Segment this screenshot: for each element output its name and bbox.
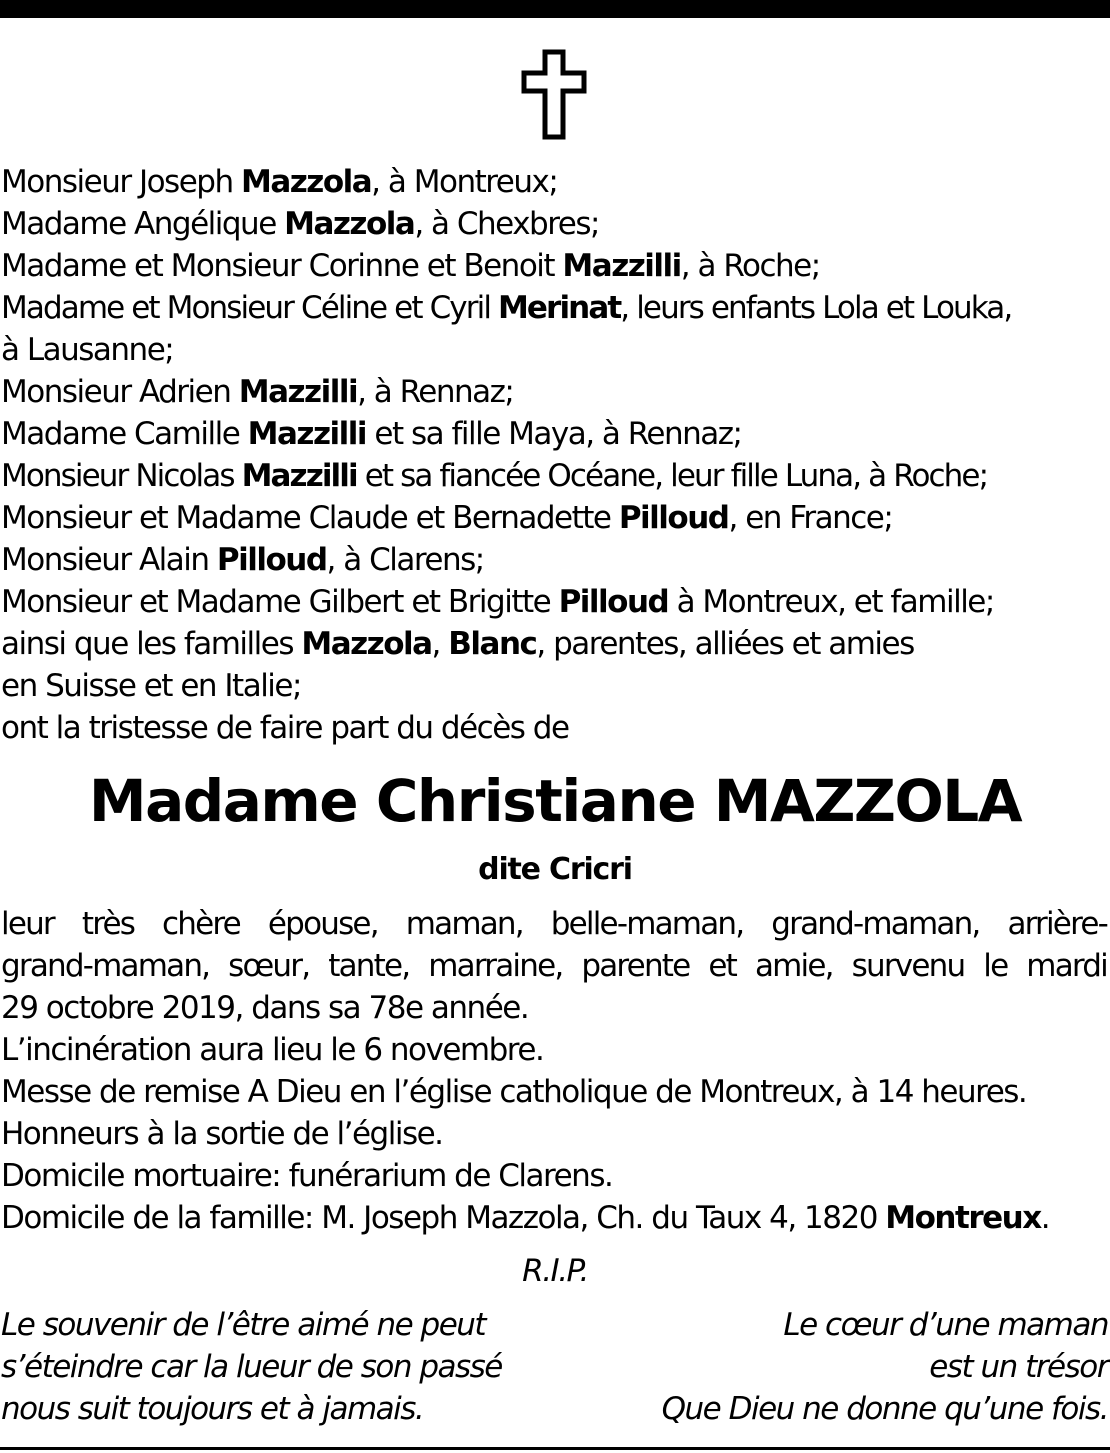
family-surname: Mazzola bbox=[240, 164, 372, 200]
family-line-text: Monsieur et Madame Gilbert et Brigitte bbox=[1, 584, 559, 620]
latin-cross-icon bbox=[521, 49, 587, 140]
body-line: grand-maman, sœur, tante, marraine, parente et amie, survenu le mardi bbox=[1, 948, 1107, 984]
poem-right-line: Que Dieu ne donne qu’une fois. bbox=[661, 1391, 1108, 1427]
poem-left-line: nous suit toujours et à jamais. bbox=[1, 1391, 424, 1427]
family-line-text: Madame Angélique bbox=[1, 206, 285, 242]
family-line-text: ainsi que les familles bbox=[1, 626, 302, 662]
family-line-text: , parentes, alliées et amies bbox=[536, 626, 914, 662]
deceased-nickname: dite Cricri bbox=[478, 852, 632, 887]
mortuary-line: Domicile mortuaire: funérarium de Clarens. bbox=[1, 1158, 613, 1194]
family-surname: Blanc bbox=[448, 626, 537, 662]
family-surname: Mazzilli bbox=[238, 374, 358, 410]
family-line-text: Madame Camille bbox=[1, 416, 248, 452]
bottom-rule bbox=[0, 1447, 1110, 1450]
family-surname: Merinat bbox=[497, 290, 621, 326]
family-line-text: Monsieur Adrien bbox=[1, 374, 239, 410]
family-line-text: et sa fiancée Océane, leur fille Luna, à Roche; bbox=[356, 458, 988, 494]
family-line bbox=[1, 371, 513, 413]
poem-right bbox=[662, 1304, 1108, 1430]
family-line bbox=[1, 455, 987, 497]
honours-line: Honneurs à la sortie de l’église. bbox=[1, 1116, 443, 1152]
family-line-text: , à Roche; bbox=[680, 248, 820, 284]
family-line bbox=[1, 539, 484, 581]
family-line-text: et sa fille Maya, à Rennaz; bbox=[366, 416, 742, 452]
body-line: leur très chère épouse, maman, belle-maman, grand-maman, arrière- bbox=[1, 906, 1107, 942]
poem-left-line: s’éteindre car la lueur de son passé bbox=[1, 1349, 502, 1385]
rip-text: R.I.P. bbox=[522, 1253, 588, 1289]
announcement-line: ont la tristesse de faire part du décès de bbox=[1, 710, 569, 746]
family-surname: Pilloud bbox=[216, 542, 327, 578]
family-line bbox=[1, 287, 1011, 329]
family-line bbox=[1, 497, 892, 539]
family-line-text: à Lausanne; bbox=[1, 332, 174, 368]
family-line-text: Madame et Monsieur Céline et Cyril bbox=[1, 290, 498, 326]
family-line bbox=[1, 245, 820, 287]
poem-left-line: Le souvenir de l’être aimé ne peut bbox=[1, 1307, 486, 1343]
family-line-text: Monsieur Alain bbox=[1, 542, 217, 578]
family-line-text: à Montreux, et famille; bbox=[668, 584, 994, 620]
family-line-text: Monsieur Nicolas bbox=[1, 458, 242, 494]
family-surname: Mazzilli bbox=[247, 416, 367, 452]
family-address-text: . bbox=[1040, 1200, 1050, 1236]
poem-right-line: est un trésor bbox=[929, 1349, 1108, 1385]
family-line bbox=[1, 413, 742, 455]
poem-right-line: Le cœur d’une maman bbox=[783, 1307, 1108, 1343]
family-surname: Mazzilli bbox=[241, 458, 357, 494]
mass-line: Messe de remise A Dieu en l’église catholique de Montreux, à 14 heures. bbox=[1, 1074, 1027, 1110]
family-line-text: , à Clarens; bbox=[326, 542, 484, 578]
cremation-line: L’incinération aura lieu le 6 novembre. bbox=[1, 1032, 544, 1068]
poem-left bbox=[1, 1304, 502, 1430]
family-surname: Mazzola bbox=[284, 206, 415, 242]
family-line-text: , leurs enfants Lola et Louka, bbox=[620, 290, 1012, 326]
family-line bbox=[1, 203, 599, 245]
family-address-text: Domicile de la famille: M. Joseph Mazzola, Ch. du Taux 4, 1820 bbox=[1, 1200, 886, 1236]
family-line-text: , bbox=[431, 626, 449, 662]
family-line bbox=[1, 161, 557, 203]
family-line bbox=[1, 329, 173, 371]
family-line-text: , à Rennaz; bbox=[357, 374, 514, 410]
deceased-name: Madame Christiane MAZZOLA bbox=[88, 767, 1022, 835]
top-rule bbox=[0, 0, 1110, 18]
family-address-city: Montreux bbox=[885, 1200, 1041, 1236]
family-line-text: , à Chexbres; bbox=[414, 206, 599, 242]
family-line bbox=[1, 581, 994, 623]
family-surname: Mazzola bbox=[301, 626, 432, 662]
family-surname: Pilloud bbox=[618, 500, 729, 536]
closing-family-line: en Suisse et en Italie; bbox=[1, 668, 301, 704]
family-line-text: , à Montreux; bbox=[371, 164, 558, 200]
family-line-text: , en France; bbox=[728, 500, 893, 536]
family-surname: Pilloud bbox=[558, 584, 669, 620]
family-line-text: Madame et Monsieur Corinne et Benoit bbox=[1, 248, 563, 284]
family-line-text: Monsieur et Madame Claude et Bernadette bbox=[1, 500, 619, 536]
body-line: 29 octobre 2019, dans sa 78e année. bbox=[1, 990, 529, 1026]
families-line bbox=[1, 623, 914, 665]
family-surname: Mazzilli bbox=[562, 248, 681, 284]
family-line-text: Monsieur Joseph bbox=[1, 164, 241, 200]
family-address-line bbox=[1, 1197, 1049, 1239]
